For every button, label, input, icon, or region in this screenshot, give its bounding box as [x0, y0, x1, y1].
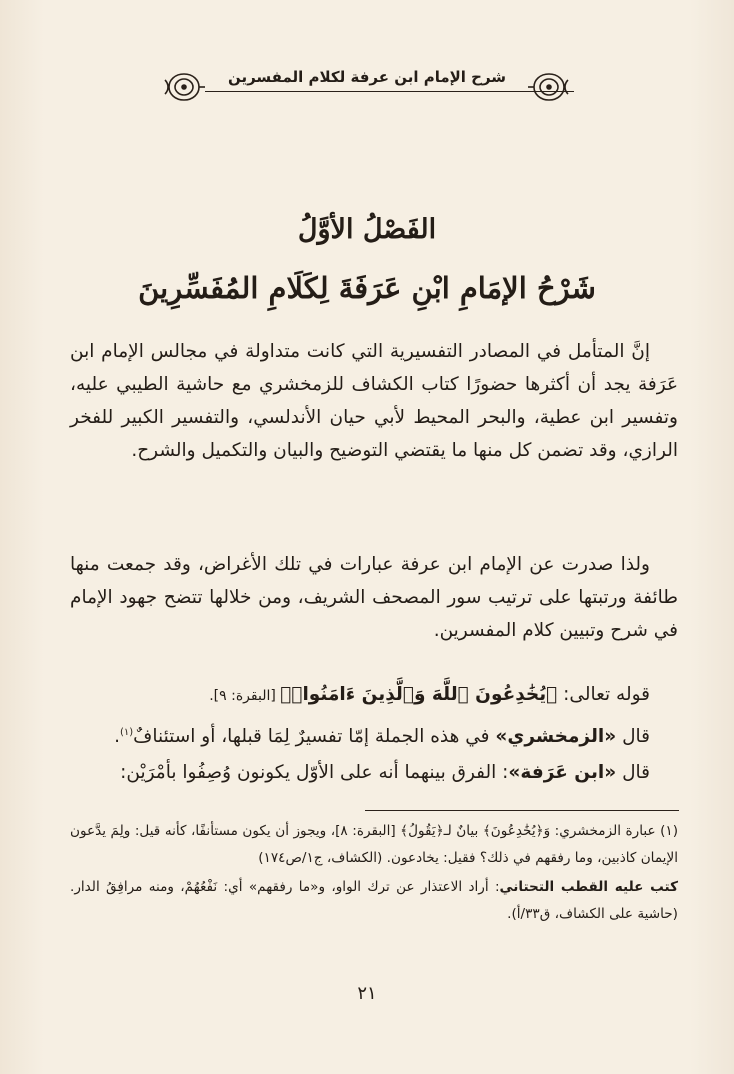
paragraph-1-text: إنَّ المتأمل في المصادر التفسيرية التي كانت متداولة في مجالس الإمام ابن عَرَفة يجد أن أكثرها حضورًا كتاب الكشاف للزمخشري مع حاشية الطيبي عليه، وتفسير ابن عطية، والبحر المحيط لأبي حيان الأندلسي، والتفسير الكبير للفخر الرازي، وقد تضمن كل منها ما يقتضي التوضيح والبيان والتكميل والشرح.	[70, 341, 678, 461]
footnote-marker-1[interactable]: (١)	[119, 727, 134, 738]
footnote-2-lead: كتب عليه القطب التحتاني	[499, 879, 678, 895]
header-rule	[205, 91, 574, 92]
verse-line	[70, 678, 678, 713]
chapter-label: الفَصْلُ الأوَّلُ	[297, 214, 437, 245]
ibn-arafa-text: : الفرق بينهما أنه على الأوّل يكونون وُصِفُوا بأمْرَيْن:	[120, 762, 509, 783]
page-number: ٢١	[357, 983, 377, 1004]
footnote-separator	[365, 810, 679, 811]
zamakhshari-end: .	[114, 726, 120, 748]
ibn-arafa-name: «ابن عَرَفة»	[508, 762, 617, 783]
verse-reference: [البقرة: ٩].	[209, 688, 281, 704]
footnote-2	[70, 874, 678, 928]
footnote-2-text: : أراد الاعتذار عن ترك الواو، و«ما رفقهم» أي: نَفْعُهُمْ، ومنه مرافِقُ الدار. (حاشية على الكشاف، ق٣٣/أ).	[70, 879, 678, 922]
verse-lead: قوله تعالى:	[557, 684, 650, 705]
paragraph-2-text: ولذا صدرت عن الإمام ابن عرفة عبارات في تلك الأغراض، وقد جمعت منها طائفة ورتبتها على ترتيب سور المصحف الشريف، ومن خلالها تتضح جهود الإمام في شرح وتبيين كلام المفسرين.	[70, 554, 678, 641]
footnote-1: (١) عبارة الزمخشري: وَ﴿يُخَٰدِعُونَ﴾ بيانٌ لـ﴿يَقُولُ﴾ [البقرة: ٨]، ويجوز أن يكون مستأنفًا، كأنه قيل: ولِمَ يدَّعون الإيمان كاذبين، وما رفقهم في ذلك؟ فقيل: يخادعون. (الكشاف، ج١/ص١٧٤)	[70, 823, 678, 866]
zamakhshari-name: «الزمخشري»	[495, 726, 617, 748]
paragraph-sources	[70, 548, 678, 647]
zamakhshari-line	[70, 716, 678, 753]
ibn-arafa-lead: قال	[616, 762, 650, 783]
footnotes	[70, 818, 678, 930]
ibn-arafa-line	[70, 756, 678, 789]
paragraph-intro	[70, 335, 678, 467]
quran-verse: ﴿يُخَٰدِعُونَ ٱللَّهَ وَٱلَّذِينَ ءَامَنُوا۟﴾	[280, 684, 558, 705]
zamakhshari-lead: قال	[616, 726, 650, 748]
chapter-title: شَرْحُ الإمَامِ ابْنِ عَرَفَةَ لِكَلَامِ المُفَسِّرِينَ	[138, 271, 596, 305]
zamakhshari-text: في هذه الجملة إمّا تفسيرٌ لِمَا قبلها، أو استئنافٌ	[133, 726, 496, 748]
running-header: شرح الإمام ابن عرفة لكلام المفسرين	[227, 68, 507, 86]
